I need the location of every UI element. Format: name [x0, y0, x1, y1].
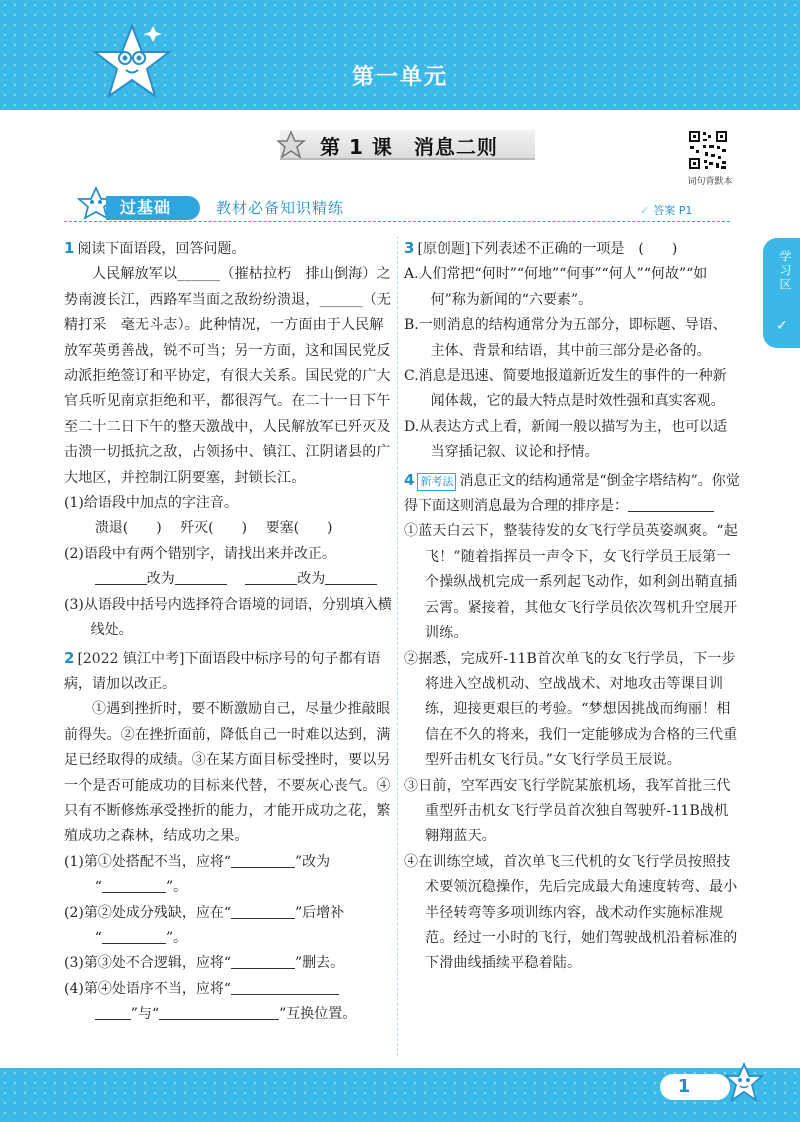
sub-question-text: (3)第③处不合逻辑，应将“ [64, 955, 231, 972]
answer-blank[interactable] [628, 494, 714, 512]
question-number: 4 [404, 470, 415, 489]
question-prompt: 消息正文的结构通常是“倒金字塔结构”。你觉得下面这则消息最为合理的排序是： [404, 472, 740, 515]
section-subtitle: 教材必备知识精练 [216, 199, 345, 217]
page-number: 1 [660, 1074, 730, 1100]
sub-question-2-cont [64, 926, 392, 951]
sub-question-2 [64, 901, 392, 926]
typo-answer-line [64, 567, 392, 592]
question-passage: ①遇到挫折时，要不断激励自己，尽量少推敲眼前得失。②在挫折面前，降低自己一时难以达到，满足已经取得的成绩。③在某方面目标受挫时，要以另一个是否可能成功的目标来代替，不要灰心丧气。④只有不断修炼承受挫折的能力，才能开成功之花，繁殖成功之森林，结成功之果。 [64, 701, 391, 845]
sub-question-text: ”互换位置。 [279, 1006, 357, 1023]
question-number: 1 [64, 239, 75, 257]
sub-question-text: “ [94, 879, 102, 896]
answer-blank[interactable] [95, 1002, 131, 1020]
section-divider [64, 221, 730, 222]
study-area-label: 学习区 [778, 250, 792, 292]
question-tag: 新考法 [417, 473, 456, 491]
pinyin-item[interactable]: 歼灭( ) [180, 520, 248, 537]
option-b[interactable]: B.一则消息的结构通常分为五部分，即标题、导语、主体、背景和结语，其中前三部分是必备的。 [404, 317, 727, 359]
unit-title: 第一单元 [351, 65, 448, 90]
sub-question-text: ”后增补 [295, 904, 345, 921]
answer-blank[interactable] [245, 567, 297, 585]
question-tag: [原创题] [417, 241, 471, 257]
answer-blank[interactable] [325, 567, 377, 585]
sub-question-text: “ [94, 929, 102, 946]
sub-question-1 [64, 850, 392, 875]
answer-blank[interactable] [95, 567, 147, 585]
question-prompt: 下面语段中标序号的句子都有语病，请加以改正。 [64, 650, 381, 692]
question-source: [2022 镇江中考] [77, 650, 185, 667]
sub-question-4 [64, 977, 392, 1002]
answer-label: 改为 [297, 571, 326, 588]
answer-blank[interactable] [159, 1002, 279, 1020]
answer-reference-label: 答案 P1 [653, 204, 693, 217]
sub-question-4-cont [64, 1002, 392, 1027]
sub-question-text: ”。 [165, 879, 188, 896]
pinyin-item[interactable]: 溃退( ) [94, 520, 162, 537]
answer-label: 改为 [146, 571, 175, 588]
sub-question: (1)给语段中加点的字注音。 [64, 495, 238, 512]
column-divider [397, 236, 398, 1056]
option-a[interactable]: A.人们常把“何时”“何地”“何事”“何人”“何故”“如何”称为新闻的“六要素”。 [404, 266, 708, 308]
check-icon: ✓ [640, 204, 650, 217]
sub-question-text: ”。 [165, 929, 188, 946]
news-item: ①蓝天白云下，整装待发的女飞行学员英姿飒爽。“起飞！”随着指挥员一声令下，女飞行学员王辰第一个操纵战机完成一系列起飞动作，如利剑出鞘直插云霄。紧接着，其他女飞行学员依次驾机升空展开训练。 [404, 523, 738, 642]
question-4 [404, 468, 740, 977]
question-prompt: 下列表述不正确的一项是 ( ) [470, 241, 678, 257]
sub-question-text: (2)第②处成分残缺，应在“ [64, 904, 231, 921]
sub-question-1-cont [64, 875, 392, 900]
sub-question-text: ”改为 [295, 853, 331, 870]
answer-blank[interactable] [231, 901, 295, 919]
question-prompt: 阅读下面语段，回答问题。 [77, 241, 246, 257]
question-passage: 人民解放军以______（摧枯拉朽 排山倒海）之势南渡长江，西路军当面之敌纷纷溃退，______（无精打采 毫无斗志）。此种情况，一方面由于人民解放军英勇善战，锐不可当；另一方面，这和国民党反动派拒绝签订和平协定，有很大关系。国民党的广大官兵听见南京拒绝和平，都很泻气。在二十一日下午至二十二日下午的整天激战中，人民解放军已歼灭及击溃一切抵抗之敌，占领扬中、镇江、江阴诸县的广大地区，并控制江阴要塞，封锁长江。 [64, 266, 392, 486]
news-item: ②据悉，完成歼-11B首次单飞的女飞行学员，下一步将进入空战机动、空战战术、对地攻击等课目训练，迎接更艰巨的考验。“梦想因挑战而绚丽！相信在不久的将来，我们一定能够成为合格的三代重型歼击机女飞行员。”女飞行学员王辰说。 [404, 650, 738, 769]
question-number: 2 [64, 648, 75, 667]
check-icon: ✓ [776, 318, 788, 334]
pinyin-items [64, 516, 392, 541]
sub-question-3 [64, 951, 392, 976]
sub-question-text: (1)第①处搭配不当，应将“ [64, 853, 231, 870]
sub-question-text: ”与“ [130, 1006, 160, 1023]
left-column [64, 236, 392, 1028]
answer-blank[interactable] [102, 926, 166, 944]
answer-blank[interactable] [175, 567, 227, 585]
answer-blank[interactable] [102, 875, 166, 893]
news-item: ④在训练空域，首次单飞三代机的女飞行学员按照技术要领沉稳操作，先后完成最大角速度转弯、最小半径转弯等多项训练内容，战术动作实施标准规范。经过一小时的飞行，她们驾驶战机沿着标准的下滑曲线插续平稳着陆。 [404, 853, 738, 972]
sub-question: (2)语段中有两个错别字，请找出来并改正。 [64, 545, 336, 562]
option-c[interactable]: C.消息是迅速、简要地报道新近发生的事件的一种新闻体裁，它的最大特点是时效性强和真实客观。 [404, 368, 727, 410]
answer-reference[interactable] [640, 202, 692, 218]
sub-question-text: ”删去。 [295, 955, 345, 972]
section-name: 过基础 [106, 196, 200, 220]
option-d[interactable]: D.从表达方式上看，新闻一般以描写为主，也可以适当穿插记叙、议论和抒情。 [404, 418, 728, 461]
question-number: 3 [404, 239, 415, 257]
right-column [404, 236, 740, 977]
qr-label: 词句背默本 [687, 177, 733, 187]
sub-question-text: (4)第④处语序不当，应将“ [64, 980, 231, 997]
star-mascot-icon [724, 1062, 764, 1104]
lesson-title: 第 1 课 消息二则 [320, 135, 498, 159]
pinyin-item[interactable]: 要塞( ) [265, 520, 333, 537]
news-item: ③日前，空军西安飞行学院某旅机场，我军首批三代重型歼击机女飞行学员首次独自驾驶歼-11B战机翱翔蓝天。 [404, 777, 731, 845]
answer-blank[interactable] [231, 977, 339, 995]
question-3 [404, 236, 740, 466]
answer-blank[interactable] [231, 951, 295, 969]
sub-question: (3)从语段中括号内选择符合语境的词语，分别填入横线处。 [64, 596, 392, 639]
star-icon [276, 130, 306, 160]
question-2 [64, 646, 392, 1028]
qr-code-icon[interactable] [688, 130, 728, 170]
answer-blank[interactable] [231, 850, 295, 868]
question-1 [64, 236, 392, 644]
